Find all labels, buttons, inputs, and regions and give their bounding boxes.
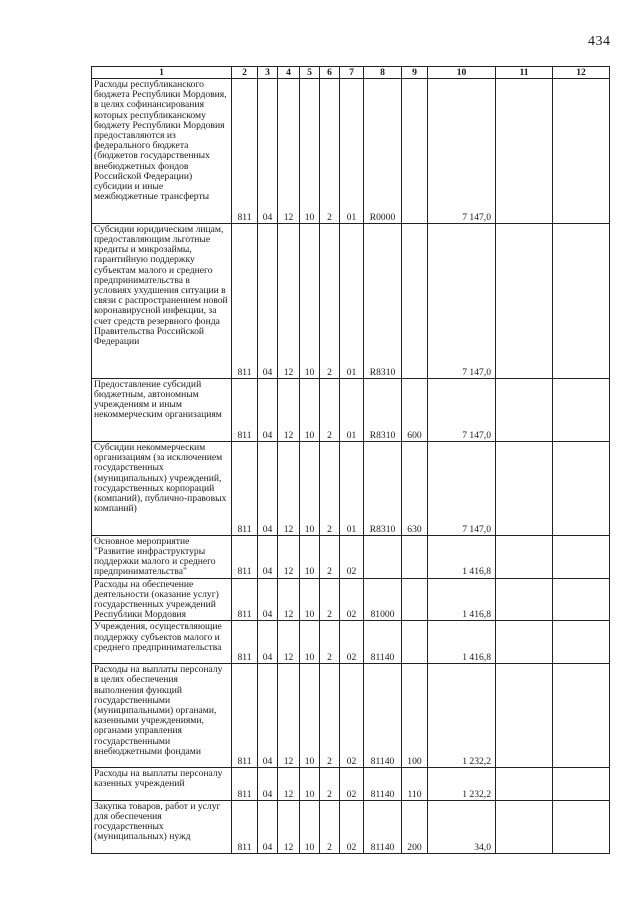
column-12-cell: [553, 535, 610, 578]
column-11-cell: [496, 800, 553, 853]
activity-cell: 02: [340, 664, 364, 768]
direction-code-cell: R8310: [364, 223, 402, 378]
subprogram-cell: 2: [320, 621, 340, 664]
column-11-cell: [496, 664, 553, 768]
amount-cell: 7 147,0: [428, 223, 496, 378]
row-name: Предоставление субсидий бюджетным, автономным учреждениям и иным некоммерческим организациям: [94, 378, 222, 421]
activity-cell: 01: [340, 441, 364, 535]
column-12-cell: [553, 578, 610, 621]
program-cell: 10: [300, 535, 320, 578]
expense-type-cell: [402, 621, 428, 664]
subprogram-cell: 2: [320, 800, 340, 853]
activity-cell: 01: [340, 223, 364, 378]
admin-code-cell: 811: [232, 621, 258, 664]
activity-cell: 01: [340, 378, 364, 441]
subsection-cell: 12: [278, 578, 300, 621]
column-header-5: 5: [300, 67, 320, 79]
expense-type-cell: [402, 535, 428, 578]
row-name-cell: [92, 800, 232, 853]
table-row: [92, 578, 610, 621]
table-row: [92, 378, 610, 441]
activity-cell: 02: [340, 621, 364, 664]
subsection-cell: 12: [278, 223, 300, 378]
section-cell: 04: [258, 578, 278, 621]
admin-code-cell: 811: [232, 79, 258, 224]
subsection-cell: 12: [278, 79, 300, 224]
direction-code-cell: 81140: [364, 800, 402, 853]
direction-code-cell: R0000: [364, 79, 402, 224]
column-12-cell: [553, 768, 610, 801]
column-11-cell: [496, 578, 553, 621]
page-number: 434: [588, 34, 611, 49]
table-row: [92, 664, 610, 768]
subsection-cell: 12: [278, 768, 300, 801]
section-cell: 04: [258, 535, 278, 578]
program-cell: 10: [300, 621, 320, 664]
amount-cell: 7 147,0: [428, 441, 496, 535]
admin-code-cell: 811: [232, 378, 258, 441]
row-name-cell: [92, 378, 232, 441]
program-cell: 10: [300, 800, 320, 853]
table-row: [92, 621, 610, 664]
column-header-10: 10: [428, 67, 496, 79]
budget-table: [91, 66, 610, 854]
column-header-11: 11: [496, 67, 553, 79]
column-11-cell: [496, 621, 553, 664]
program-cell: 10: [300, 378, 320, 441]
amount-cell: 7 147,0: [428, 378, 496, 441]
section-cell: 04: [258, 79, 278, 224]
activity-cell: 02: [340, 800, 364, 853]
column-header-8: 8: [364, 67, 402, 79]
column-header-9: 9: [402, 67, 428, 79]
table-row: [92, 223, 610, 378]
row-name-cell: [92, 79, 232, 224]
row-name: Расходы на обеспечение деятельности (оказание услуг) государственных учреждений Республики Мордовия: [94, 578, 219, 621]
admin-code-cell: 811: [232, 535, 258, 578]
direction-code-cell: 81140: [364, 621, 402, 664]
row-name-cell: [92, 223, 232, 378]
table-row: [92, 768, 610, 801]
admin-code-cell: 811: [232, 441, 258, 535]
activity-cell: 02: [340, 768, 364, 801]
subsection-cell: 12: [278, 621, 300, 664]
subprogram-cell: 2: [320, 664, 340, 768]
subsection-cell: 12: [278, 664, 300, 768]
table-header-row: [92, 67, 610, 79]
amount-cell: 7 147,0: [428, 79, 496, 224]
row-name: Субсидии некоммерческим организациям (за исключением государственных (муниципальных) учреждений, государственных корпораций (компаний), публично-правовых компаний): [94, 441, 227, 515]
column-11-cell: [496, 378, 553, 441]
table-body: [92, 79, 610, 854]
amount-cell: 1 416,8: [428, 621, 496, 664]
column-12-cell: [553, 621, 610, 664]
section-cell: 04: [258, 800, 278, 853]
column-11-cell: [496, 441, 553, 535]
column-header-3: 3: [258, 67, 278, 79]
activity-cell: 02: [340, 535, 364, 578]
expense-type-cell: [402, 79, 428, 224]
program-cell: 10: [300, 79, 320, 224]
amount-cell: 34,0: [428, 800, 496, 853]
row-name: Основное мероприятие "Развитие инфраструктуры поддержки малого и среднего предпринимательства": [94, 535, 216, 578]
admin-code-cell: 811: [232, 223, 258, 378]
column-header-12: 12: [553, 67, 610, 79]
expense-type-cell: [402, 578, 428, 621]
column-12-cell: [553, 79, 610, 224]
subsection-cell: 12: [278, 441, 300, 535]
row-name-cell: [92, 441, 232, 535]
column-11-cell: [496, 79, 553, 224]
subprogram-cell: 2: [320, 79, 340, 224]
column-12-cell: [553, 664, 610, 768]
program-cell: 10: [300, 223, 320, 378]
table-row: [92, 535, 610, 578]
section-cell: 04: [258, 223, 278, 378]
amount-cell: 1 232,2: [428, 664, 496, 768]
expense-type-cell: 200: [402, 800, 428, 853]
section-cell: 04: [258, 621, 278, 664]
column-header-1: 1: [92, 67, 232, 79]
direction-code-cell: R8310: [364, 441, 402, 535]
column-12-cell: [553, 441, 610, 535]
row-name: Расходы на выплаты персоналу казенных учреждений: [94, 768, 223, 790]
program-cell: 10: [300, 664, 320, 768]
row-name-cell: [92, 768, 232, 801]
section-cell: 04: [258, 441, 278, 535]
amount-cell: 1 416,8: [428, 535, 496, 578]
column-header-6: 6: [320, 67, 340, 79]
table-row: [92, 441, 610, 535]
amount-cell: 1 232,2: [428, 768, 496, 801]
admin-code-cell: 811: [232, 664, 258, 768]
column-12-cell: [553, 378, 610, 441]
row-name-cell: [92, 578, 232, 621]
subprogram-cell: 2: [320, 378, 340, 441]
row-name: Расходы на выплаты персоналу в целях обеспечения выполнения функций государственными (муниципальными) органами, казенными учреждениями, органами управления государственными внебюджетными фондами: [94, 664, 223, 757]
expense-type-cell: 630: [402, 441, 428, 535]
expense-type-cell: 110: [402, 768, 428, 801]
table-row: [92, 79, 610, 224]
row-name-cell: [92, 664, 232, 768]
column-header-2: 2: [232, 67, 258, 79]
program-cell: 10: [300, 441, 320, 535]
subsection-cell: 12: [278, 535, 300, 578]
section-cell: 04: [258, 768, 278, 801]
subprogram-cell: 2: [320, 441, 340, 535]
direction-code-cell: 81140: [364, 768, 402, 801]
column-11-cell: [496, 768, 553, 801]
subsection-cell: 12: [278, 378, 300, 441]
row-name: Расходы республиканского бюджета Республики Мордовия, в целях софинансирования которых республиканскому бюджету Республики Мордовия предоставляются из федерального бюджета (бюджетов государственных внебюджетных фондов Российской Федерации) субсидии и иные межбюджетные трансферты: [94, 79, 227, 203]
activity-cell: 02: [340, 578, 364, 621]
subprogram-cell: 2: [320, 578, 340, 621]
direction-code-cell: R8310: [364, 378, 402, 441]
activity-cell: 01: [340, 79, 364, 224]
admin-code-cell: 811: [232, 768, 258, 801]
expense-type-cell: [402, 223, 428, 378]
table-row: [92, 800, 610, 853]
column-header-7: 7: [340, 67, 364, 79]
section-cell: 04: [258, 378, 278, 441]
column-header-4: 4: [278, 67, 300, 79]
direction-code-cell: [364, 535, 402, 578]
expense-type-cell: 600: [402, 378, 428, 441]
row-name: Субсидии юридическим лицам, предоставляющим льготные кредиты и микрозаймы, гарантийную поддержку субъектам малого и среднего предпринимательства в условиях ухудшения ситуации в связи с распространением новой коронавирусной инфекции, за счет средств резервного фонда Правительства Российской Федерации: [94, 223, 228, 348]
column-12-cell: [553, 223, 610, 378]
program-cell: 10: [300, 578, 320, 621]
row-name: Закупка товаров, работ и услуг для обеспечения государственных (муниципальных) нужд: [94, 800, 221, 843]
direction-code-cell: 81000: [364, 578, 402, 621]
subprogram-cell: 2: [320, 535, 340, 578]
column-11-cell: [496, 535, 553, 578]
program-cell: 10: [300, 768, 320, 801]
amount-cell: 1 416,8: [428, 578, 496, 621]
row-name-cell: [92, 621, 232, 664]
section-cell: 04: [258, 664, 278, 768]
admin-code-cell: 811: [232, 578, 258, 621]
direction-code-cell: 81140: [364, 664, 402, 768]
expense-type-cell: 100: [402, 664, 428, 768]
subsection-cell: 12: [278, 800, 300, 853]
subprogram-cell: 2: [320, 768, 340, 801]
subprogram-cell: 2: [320, 223, 340, 378]
column-11-cell: [496, 223, 553, 378]
column-12-cell: [553, 800, 610, 853]
row-name-cell: [92, 535, 232, 578]
row-name: Учреждения, осуществляющие поддержку субъектов малого и среднего предпринимательства: [94, 621, 222, 653]
admin-code-cell: 811: [232, 800, 258, 853]
